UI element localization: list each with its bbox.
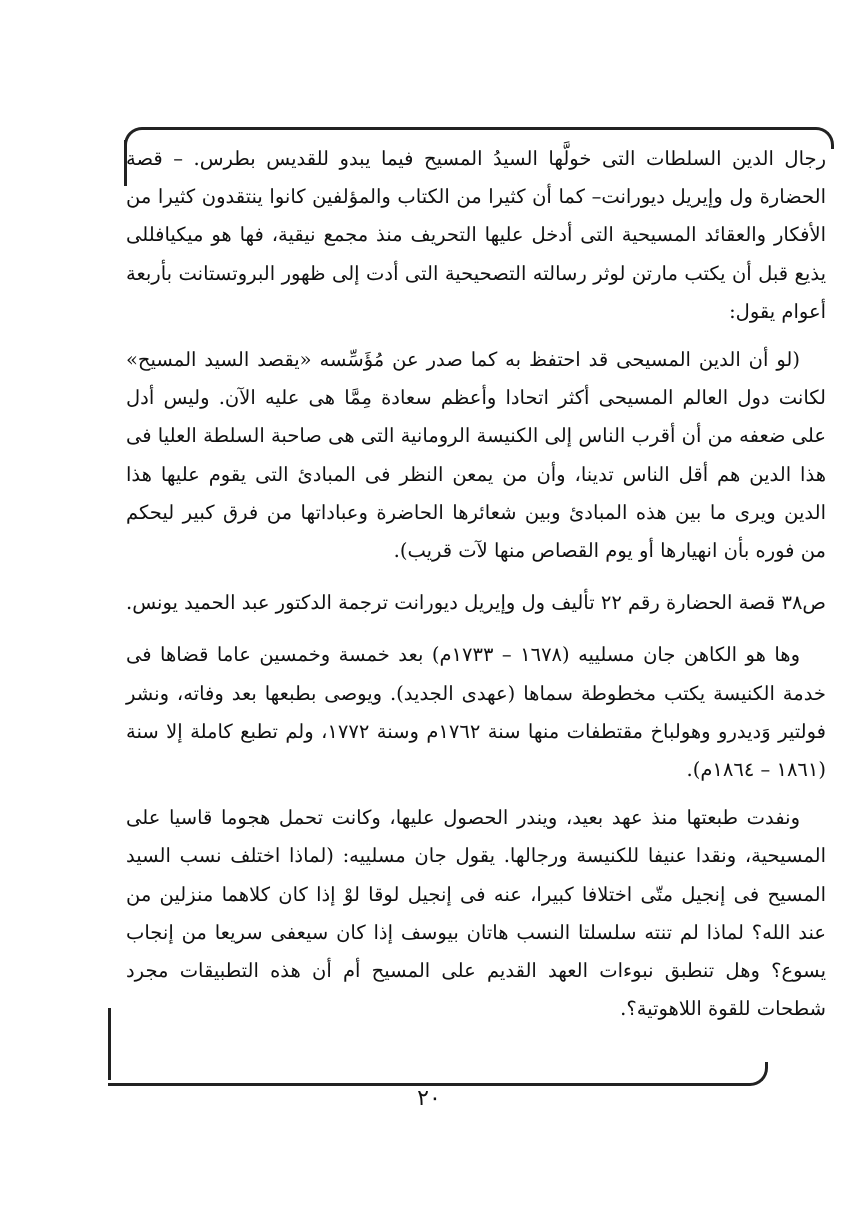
paragraph-continuation: رجال الدين السلطات التى خولَّها السيدُ المسيح فيما يبدو للقديس بطرس. – قصة الحضارة ول وإيريل ديورانت– كما أن كثيرا من الكتاب والمؤلفين كانوا ينتقدون كثيرا من الأفكار والعقائد المسيحية التى أدخل عليها التحريف منذ مجمع نيقية، فها هو ميكيافللى يذيع قبل أن يكتب مارتن لوثر رسالته التصحيحية التى أدت إلى ظهور البروتستانت بأربعة أعوام يقول: bbox=[126, 147, 826, 323]
page-number: ٢٠ bbox=[417, 1086, 441, 1111]
paragraph-meslier-quote: ونفدت طبعتها منذ عهد بعيد، ويندر الحصول عليها، وكانت تحمل هجوما قاسيا على المسيحية، ونقدا عنيفا للكنيسة ورجالها. يقول جان مسلييه: (لماذا اختلف نسب السيد المسيح فى إنجيل متّى اختلافا كبيرا، عنه فى إنجيل لوقا لوْ إذا كان كلاهما منزلين من عند الله؟ لماذا لم تنته سلسلتا النسب هاتان بيوسف إذا كان سيعفى سريعا من إنجاب يسوع؟ وهل تنطبق نبوءات العهد القديم على المسيح أم أن هذه التطبيقات مجرد شطحات للقوة اللاهوتية؟. bbox=[126, 806, 826, 1021]
page-body bbox=[126, 140, 826, 1028]
paragraph-citation: ص٣٨ قصة الحضارة رقم ٢٢ تأليف ول وإيريل ديورانت ترجمة الدكتور عبد الحميد يونس. bbox=[126, 591, 826, 615]
paragraph-meslier-intro: وها هو الكاهن جان مسلييه (١٦٧٨ – ١٧٣٣م) بعد خمسة وخمسين عاما قضاها فى خدمة الكنيسة يكتب مخطوطة سماها (عهدى الجديد). ويوصى بطبعها بعد وفاته، ونشر فولتير وَديدرو وهولباخ مقتطفات منها سنة ١٧٦٢م وسنة ١٧٧٢، ولم تطبع كاملة إلا سنة (١٨٦١ – ١٨٦٤م). bbox=[126, 643, 826, 782]
paragraph-machiavelli-quote: (لو أن الدين المسيحى قد احتفظ به كما صدر عن مُؤَسِّسه «يقصد السيد المسيح» لكانت دول العالم المسيحى أكثر اتحادا وأعظم سعادة مِمَّا هى عليه الآن. وليس أدل على ضعفه من أن أقرب الناس إلى الكنيسة الرومانية التى هى صاحبة السلطة العليا فى هذا الدين هم أقل الناس تدينا، وأن من يمعن النظر فى المبادئ التى يقوم عليها هذا الدين ويرى ما بين هذه المبادئ وبين شعائرها الحاضرة وعباداتها من فرق كبير ليحكم من فوره بأن انهيارها أو يوم القصاص منها لآت قريب). bbox=[126, 348, 826, 563]
page-frame-bottom bbox=[108, 1062, 768, 1086]
page-frame-bottom-left bbox=[108, 1008, 111, 1080]
